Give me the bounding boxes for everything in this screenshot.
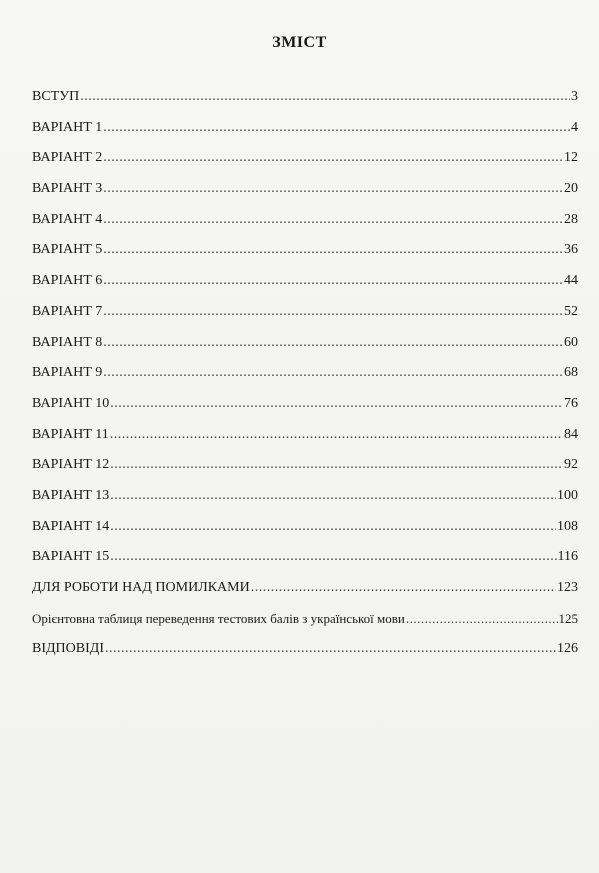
toc-leader-dots <box>103 113 570 144</box>
toc-entry-page: 100 <box>557 487 578 503</box>
table-of-contents <box>32 82 578 665</box>
toc-entry-label: ВАРІАНТ 12 <box>32 457 110 473</box>
toc-entry[interactable] <box>32 297 578 328</box>
toc-leader-dots <box>105 634 556 665</box>
toc-entry[interactable] <box>32 235 578 266</box>
toc-leader-dots <box>103 297 563 328</box>
toc-leader-dots <box>406 604 558 635</box>
toc-entry-page: 108 <box>557 518 578 534</box>
toc-entry-label: ВАРІАНТ 14 <box>32 518 110 534</box>
toc-entry-page: 20 <box>564 181 578 197</box>
toc-entry-page: 68 <box>564 365 578 381</box>
toc-entry-label: ВАРІАНТ 13 <box>32 487 110 503</box>
toc-leader-dots <box>110 512 556 543</box>
toc-entry-label: ВІДПОВІДІ <box>32 641 104 657</box>
toc-entry[interactable] <box>32 604 578 635</box>
toc-leader-dots <box>103 266 563 297</box>
toc-leader-dots <box>80 82 570 113</box>
toc-entry-page: 60 <box>564 334 578 350</box>
toc-entry-page: 12 <box>564 150 578 166</box>
toc-entry-label: ВАРІАНТ 1 <box>32 119 103 135</box>
toc-entry-page: 92 <box>564 457 578 473</box>
toc-leader-dots <box>110 420 563 451</box>
toc-entry-label: ВАРІАНТ 9 <box>32 365 103 381</box>
toc-entry[interactable] <box>32 174 578 205</box>
toc-entry-label: ВАРІАНТ 6 <box>32 273 103 289</box>
toc-entry-page: 28 <box>564 211 578 227</box>
toc-entry[interactable] <box>32 205 578 236</box>
toc-leader-dots <box>103 358 563 389</box>
toc-entry[interactable] <box>32 266 578 297</box>
toc-entry-page: 116 <box>557 549 578 565</box>
toc-entry[interactable] <box>32 542 578 573</box>
toc-entry[interactable] <box>32 358 578 389</box>
toc-entry-page: 44 <box>564 273 578 289</box>
toc-entry-label: ВАРІАНТ 4 <box>32 211 103 227</box>
toc-entry-page: 36 <box>564 242 578 258</box>
toc-entry-page: 126 <box>557 641 578 657</box>
toc-entry-label: ВАРІАНТ 5 <box>32 242 103 258</box>
toc-entry[interactable] <box>32 113 578 144</box>
toc-entry-label: ВАРІАНТ 3 <box>32 181 103 197</box>
toc-entry-page: 125 <box>558 610 578 626</box>
toc-leader-dots <box>103 328 563 359</box>
toc-leader-dots <box>110 450 563 481</box>
toc-entry[interactable] <box>32 143 578 174</box>
toc-entry[interactable] <box>32 389 578 420</box>
toc-entry-label: ВАРІАНТ 2 <box>32 150 103 166</box>
toc-entry-page: 4 <box>571 119 578 135</box>
toc-leader-dots <box>110 481 556 512</box>
toc-entry-page: 52 <box>564 303 578 319</box>
toc-leader-dots <box>251 573 556 604</box>
toc-entry-label: Орієнтовна таблиця переведення тестових балів з української мови <box>32 610 405 626</box>
toc-entry[interactable] <box>32 573 578 604</box>
toc-entry-label: ВСТУП <box>32 89 80 104</box>
toc-entry[interactable] <box>32 450 578 481</box>
toc-entry-page: 84 <box>564 426 578 442</box>
toc-entry[interactable] <box>32 420 578 451</box>
toc-leader-dots <box>110 389 563 420</box>
toc-entry-label: ВАРІАНТ 10 <box>32 395 110 411</box>
toc-entry[interactable] <box>32 481 578 512</box>
toc-leader-dots <box>103 235 563 266</box>
toc-leader-dots <box>103 174 563 205</box>
toc-leader-dots <box>110 542 556 573</box>
toc-entry-label: ВАРІАНТ 15 <box>32 549 110 565</box>
toc-entry-label: ВАРІАНТ 8 <box>32 334 103 350</box>
toc-entry-label: ДЛЯ РОБОТИ НАД ПОМИЛКАМИ <box>32 580 250 595</box>
toc-leader-dots <box>103 143 563 174</box>
toc-entry-page: 123 <box>557 580 578 595</box>
toc-entry[interactable] <box>32 634 578 665</box>
toc-entry-page: 76 <box>564 395 578 411</box>
page-title: ЗМІСТ <box>272 34 327 51</box>
toc-entry-label: ВАРІАНТ 7 <box>32 303 103 319</box>
toc-entry[interactable] <box>32 82 578 113</box>
toc-entry[interactable] <box>32 328 578 359</box>
toc-entry[interactable] <box>32 512 578 543</box>
toc-leader-dots <box>103 205 563 236</box>
toc-entry-page: 3 <box>571 89 578 104</box>
toc-entry-label: ВАРІАНТ 11 <box>32 426 109 442</box>
